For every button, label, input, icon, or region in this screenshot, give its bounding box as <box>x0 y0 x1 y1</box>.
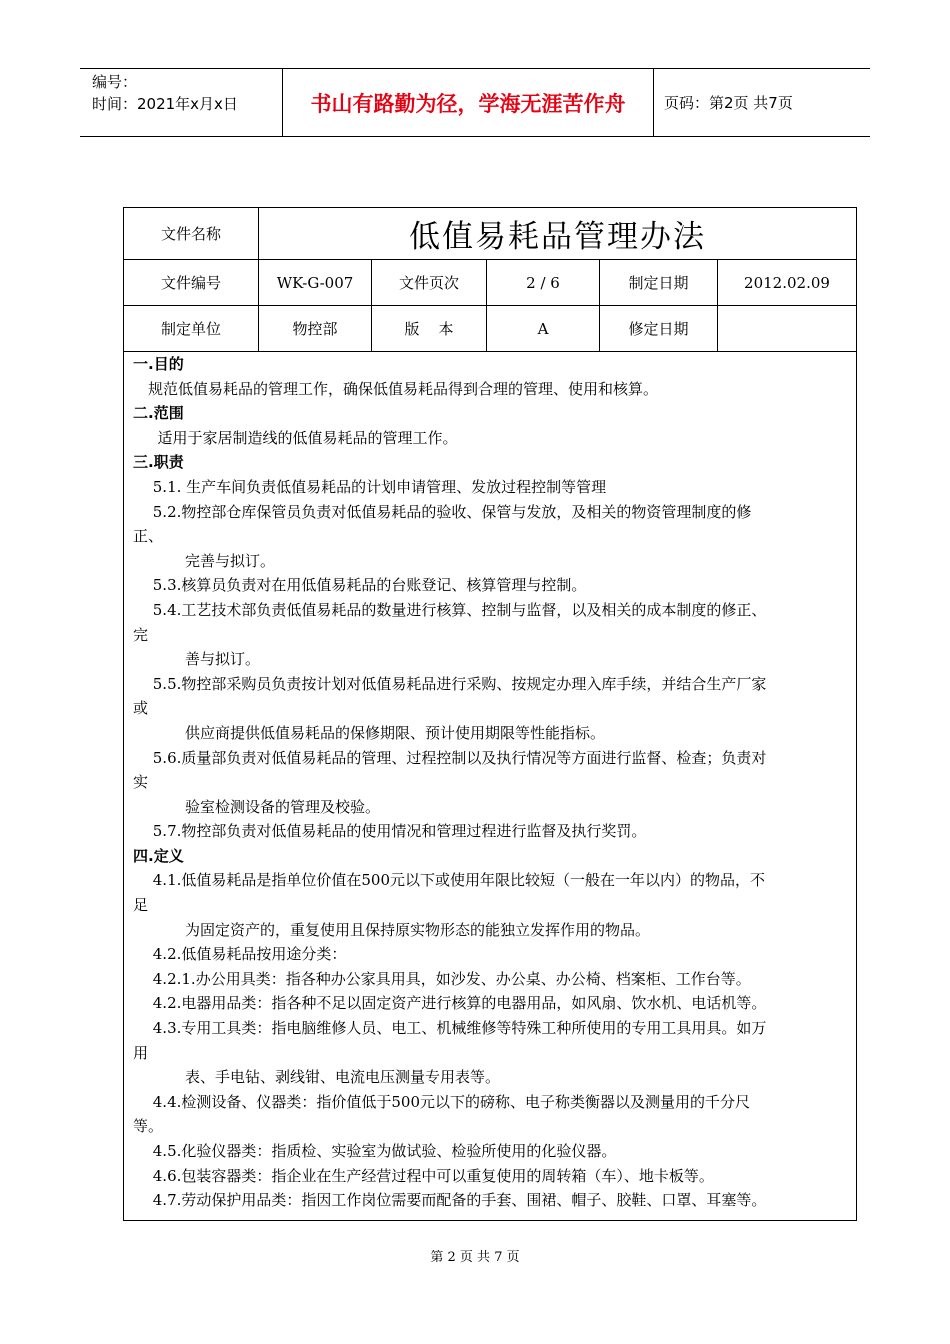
body-line: 或 <box>133 699 149 718</box>
unit-row <box>124 306 856 352</box>
file-name-label: 文件名称 <box>124 208 259 259</box>
revise-date-value <box>718 306 856 351</box>
body-line: 4.5.化验仪器类：指质检、实验室为做试验、检验所使用的化验仪器。 <box>148 1142 617 1160</box>
body-line: 5.4.工艺技术部负责低值易耗品的数量进行核算、控制与监督，以及相关的成本制度的修正、 <box>148 600 767 619</box>
body-line: 4.3.专用工具类：指电脑维修人员、电工、机械维修等特殊工种所使用的专用工具用具。如万 <box>148 1019 767 1038</box>
page-footer: 第 2 页 共 7 页 <box>430 1250 520 1265</box>
body-line: 4.2.电器用品类：指各种不足以固定资产进行核算的电器用品，如风扇、饮水机、电话机等。 <box>148 994 767 1013</box>
page-value: 2 / 6 <box>487 260 600 305</box>
revise-date-label: 修定日期 <box>600 306 718 351</box>
title-row <box>124 208 856 260</box>
body-line: 适用于家居制造线的低值易耗品的管理工作。 <box>148 428 458 447</box>
version-label: 版 本 <box>372 306 487 351</box>
document-table <box>123 207 857 1221</box>
version-value: A <box>487 306 600 351</box>
body-line: 验室检测设备的管理及校验。 <box>185 797 381 816</box>
body-line: 等。 <box>133 1117 164 1136</box>
body-line: 供应商提供低值易耗品的保修期限、预计使用期限等性能指标。 <box>185 723 606 742</box>
body-line: 4.2.低值易耗品按用途分类： <box>148 945 347 964</box>
motto: 书山有路勤为径，学海无涯苦作舟 <box>282 69 654 136</box>
unit-label: 制定单位 <box>124 306 259 351</box>
body-line: 5.6.质量部负责对低值易耗品的管理、过程控制以及执行情况等方面进行监督、检查；负责对 <box>148 748 767 767</box>
unit-value: 物控部 <box>259 306 372 351</box>
body-line: 5.2.物控部仓库保管员负责对低值易耗品的验收、保管与发放，及相关的物资管理制度的修 <box>148 502 752 521</box>
document-title: 低值易耗品管理办法 <box>409 219 706 255</box>
page-info: 页码：第2页 共7页 <box>664 94 793 112</box>
body-line: 足 <box>133 896 149 915</box>
page-label: 文件页次 <box>372 260 487 305</box>
body-line: 5.5.物控部采购员负责按计划对低值易耗品进行采购、按规定办理入库手续，并结合生产厂家 <box>148 674 767 693</box>
body-line: 4.1.低值易耗品是指单位价值在500元以下或使用年限比较短（一般在一年以内）的物品，不 <box>148 871 766 890</box>
made-date-label: 制定日期 <box>600 260 718 305</box>
body-line: 5.1. 生产车间负责低值易耗品的计划申请管理、发放过程控制等管理 <box>148 477 607 496</box>
file-no-value: WK-G-007 <box>259 260 372 305</box>
time-label: 时间：2021年x月x日 <box>92 95 238 113</box>
body-line: 5.7.物控部负责对低值易耗品的使用情况和管理过程进行监督及执行奖罚。 <box>148 822 647 841</box>
body-line: 善与拟订。 <box>185 650 261 669</box>
body-line: 规范低值易耗品的管理工作，确保低值易耗品得到合理的管理、使用和核算。 <box>148 379 659 398</box>
body-line: 4.2.1.办公用具类：指各种办公家具用具，如沙发、办公桌、办公椅、档案柜、工作台等。 <box>148 969 751 988</box>
section-heading: 二.范围 <box>133 404 184 423</box>
body-line: 表、手电钻、剥线钳、电流电压测量专用表等。 <box>185 1068 501 1087</box>
section-heading: 一.目的 <box>133 355 184 373</box>
body-line: 实 <box>133 773 149 792</box>
body-line: 5.3.核算员负责对在用低值易耗品的台账登记、核算管理与控制。 <box>148 576 587 595</box>
body-line: 4.6.包装容器类：指企业在生产经营过程中可以重复使用的周转箱（车）、地卡板等。 <box>148 1166 714 1185</box>
body-line: 4.4.检测设备、仪器类：指价值低于500元以下的磅称、电子称类衡器以及测量用的千分尺 <box>148 1092 751 1111</box>
file-no-label: 文件编号 <box>124 260 259 305</box>
section-heading: 三.职责 <box>133 453 184 472</box>
section-heading: 四.定义 <box>133 846 184 865</box>
body-line: 正、 <box>133 527 164 546</box>
body-line: 4.7.劳动保护用品类：指因工作岗位需要而配备的手套、围裙、帽子、胶鞋、口罩、耳塞等。 <box>148 1191 767 1210</box>
number-label: 编号： <box>92 73 138 91</box>
header-left <box>80 69 282 136</box>
body-line: 完善与拟订。 <box>185 551 276 570</box>
body-line: 为固定资产的，重复使用且保持原实物形态的能独立发挥作用的物品。 <box>185 920 651 939</box>
body-line: 完 <box>133 625 149 644</box>
page-header <box>80 68 870 137</box>
made-date-value: 2012.02.09 <box>744 273 830 292</box>
file-no-row <box>124 260 856 306</box>
body-line: 用 <box>133 1043 149 1062</box>
document-body <box>124 352 856 1213</box>
